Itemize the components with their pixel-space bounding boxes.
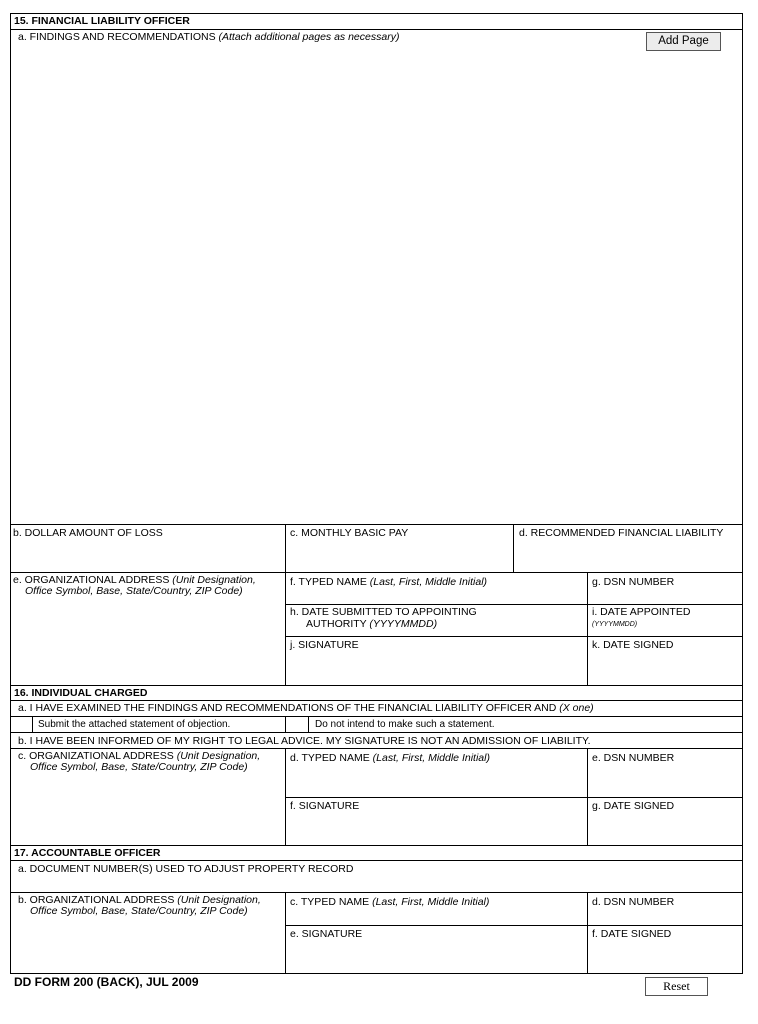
typed-name-note-17: (Last, First, Middle Initial) xyxy=(372,896,490,908)
divider xyxy=(587,572,588,685)
dsn-number-label-17: d. DSN NUMBER xyxy=(592,896,675,908)
typed-name-label xyxy=(290,577,487,588)
date-submitted-label: h. DATE SUBMITTED TO APPOINTING xyxy=(290,606,477,618)
document-number-label: a. DOCUMENT NUMBER(S) USED TO ADJUST PROPERTY RECORD xyxy=(18,863,354,875)
signature-label-17: e. SIGNATURE xyxy=(290,928,363,940)
org-address-label-16-text: c. ORGANIZATIONAL ADDRESS xyxy=(18,750,174,762)
document-number-field[interactable] xyxy=(12,876,740,890)
reset-button[interactable]: Reset xyxy=(645,977,708,996)
org-address-label-text: e. ORGANIZATIONAL ADDRESS xyxy=(13,574,170,586)
dollar-amount-field[interactable] xyxy=(12,540,283,570)
date-appointed-field[interactable] xyxy=(640,619,740,633)
no-statement-label: Do not intend to make such a statement. xyxy=(315,719,495,730)
date-signed-label-16: g. DATE SIGNED xyxy=(592,800,675,812)
org-address-note-16: (Unit Designation, xyxy=(176,750,261,762)
divider xyxy=(285,892,286,973)
examined-label-text: a. I HAVE EXAMINED THE FINDINGS AND RECOMMENDATIONS OF THE FINANCIAL LIABILITY OFFICER AND xyxy=(18,702,557,714)
date-signed-field-16[interactable] xyxy=(589,813,740,843)
org-address-note-17-2: Office Symbol, Base, State/Country, ZIP Code) xyxy=(30,905,248,917)
add-page-button[interactable]: Add Page xyxy=(646,32,721,51)
typed-name-label-text: f. TYPED NAME xyxy=(290,576,367,588)
dsn-number-field-17[interactable] xyxy=(589,909,740,923)
date-submitted-label-2 xyxy=(306,619,437,630)
dsn-number-label-16: e. DSN NUMBER xyxy=(592,752,675,764)
divider xyxy=(285,925,742,926)
dsn-number-field[interactable] xyxy=(589,589,740,603)
typed-name-label-17 xyxy=(290,897,489,908)
date-submitted-label-2-text: AUTHORITY xyxy=(306,618,367,630)
org-address-note-17: (Unit Designation, xyxy=(177,894,261,906)
findings-label-text: a. FINDINGS AND RECOMMENDATIONS xyxy=(18,31,216,43)
dollar-amount-label: b. DOLLAR AMOUNT OF LOSS xyxy=(13,527,163,539)
examined-note: (X one) xyxy=(559,702,594,714)
divider xyxy=(11,732,742,733)
org-address-note-16-2: Office Symbol, Base, State/Country, ZIP Code) xyxy=(30,761,248,773)
divider xyxy=(11,572,742,573)
divider xyxy=(11,892,742,893)
divider xyxy=(11,716,742,717)
findings-note: (Attach additional pages as necessary) xyxy=(218,31,400,43)
typed-name-note-16: (Last, First, Middle Initial) xyxy=(372,752,490,764)
recommended-liability-field[interactable] xyxy=(515,540,740,570)
submit-statement-label: Submit the attached statement of objection. xyxy=(38,719,231,730)
signature-field-16[interactable] xyxy=(287,813,585,843)
divider xyxy=(11,860,742,861)
org-address-field-17[interactable] xyxy=(12,918,283,971)
section-divider xyxy=(11,845,742,846)
date-submitted-note: (YYYYMMDD) xyxy=(369,618,438,630)
org-address-field-16[interactable] xyxy=(12,774,283,843)
date-signed-label: k. DATE SIGNED xyxy=(592,639,674,651)
findings-label xyxy=(18,32,399,43)
recommended-liability-label: d. RECOMMENDED FINANCIAL LIABILITY xyxy=(519,527,724,539)
section-divider xyxy=(11,685,742,686)
dsn-number-field-16[interactable] xyxy=(589,765,740,795)
monthly-pay-label: c. MONTHLY BASIC PAY xyxy=(290,527,409,539)
no-statement-checkbox[interactable] xyxy=(285,716,309,732)
examined-label xyxy=(18,703,594,714)
form-identifier: DD FORM 200 (BACK), JUL 2009 xyxy=(14,975,199,989)
date-appointed-label: i. DATE APPOINTED xyxy=(592,606,691,618)
typed-name-note: (Last, First, Middle Initial) xyxy=(369,576,488,588)
divider xyxy=(285,797,742,798)
typed-name-label-16 xyxy=(290,753,490,764)
signature-label: j. SIGNATURE xyxy=(290,639,359,651)
signature-field-17[interactable] xyxy=(287,941,585,971)
divider xyxy=(587,892,588,973)
date-signed-label-17: f. DATE SIGNED xyxy=(592,928,672,940)
divider xyxy=(285,636,742,637)
date-submitted-field[interactable] xyxy=(450,619,585,633)
monthly-pay-field[interactable] xyxy=(287,540,511,570)
divider xyxy=(11,524,742,525)
typed-name-label-16-text: d. TYPED NAME xyxy=(290,752,370,764)
org-address-label-17-text: b. ORGANIZATIONAL ADDRESS xyxy=(18,894,175,906)
submit-statement-checkbox[interactable] xyxy=(11,716,33,732)
divider xyxy=(513,524,514,572)
org-address-note-2: Office Symbol, Base, State/Country, ZIP Code) xyxy=(25,585,243,597)
org-address-field[interactable] xyxy=(12,598,283,682)
date-signed-field-17[interactable] xyxy=(589,941,740,971)
signature-label-16: f. SIGNATURE xyxy=(290,800,360,812)
section-15-title: 15. FINANCIAL LIABILITY OFFICER xyxy=(14,15,190,27)
findings-text-area[interactable] xyxy=(12,46,740,522)
section-17-title: 17. ACCOUNTABLE OFFICER xyxy=(14,847,161,859)
section-16-title: 16. INDIVIDUAL CHARGED xyxy=(14,687,148,699)
date-signed-field[interactable] xyxy=(589,652,740,682)
divider xyxy=(11,29,742,30)
typed-name-label-17-text: c. TYPED NAME xyxy=(290,896,370,908)
divider xyxy=(11,748,742,749)
informed-label: b. I HAVE BEEN INFORMED OF MY RIGHT TO LEGAL ADVICE. MY SIGNATURE IS NOT AN ADMISSION OF LIABILITY. xyxy=(18,735,591,747)
dsn-number-label: g. DSN NUMBER xyxy=(592,576,675,588)
typed-name-field-17[interactable] xyxy=(287,909,585,923)
org-address-note: (Unit Designation, xyxy=(172,574,256,586)
signature-field[interactable] xyxy=(287,652,585,682)
typed-name-field-16[interactable] xyxy=(287,765,585,795)
typed-name-field[interactable] xyxy=(287,589,585,603)
divider xyxy=(11,700,742,701)
divider xyxy=(285,604,742,605)
date-appointed-note: (YYYYMMDD) xyxy=(592,621,638,628)
